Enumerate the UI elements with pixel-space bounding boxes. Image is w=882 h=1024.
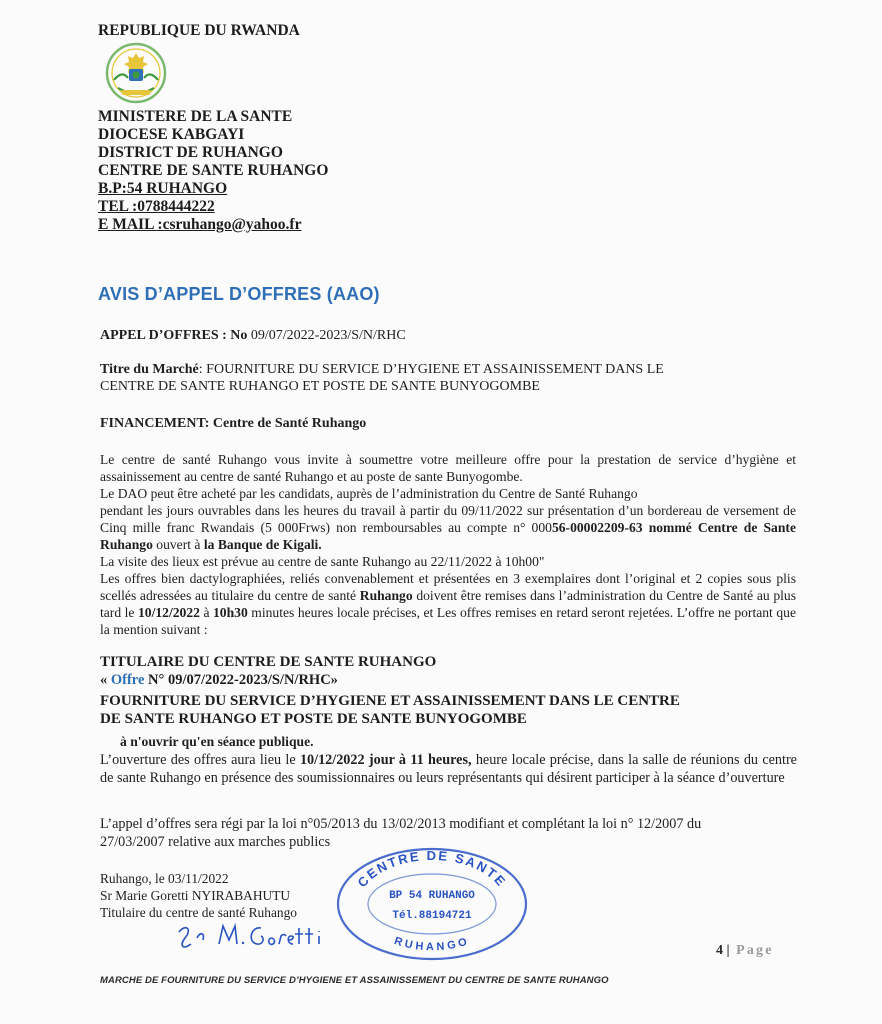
offres-text-1: Les offres bien dactylographiées, reliés convenablement et présentées en 3 exemplaires dont l’original et 2 copies sous plis scellés adressées au titulaire du centre de santé [100,571,796,603]
place-date: Ruhango, le 03/11/2022 [100,871,229,886]
page-footer: MARCHE DE FOURNITURE DU SERVICE D’HYGIENE ET ASSAINISSEMENT DU CENTRE DE SANTE RUHANGO [100,975,609,986]
body-text [100,451,796,638]
dao-line: Le DAO peut être acheté par les candidats, auprès de l’administration du Centre de Santé Ruhango [100,486,638,501]
mention-titulaire: TITULAIRE DU CENTRE DE SANTE RUHANGO [100,654,437,670]
rwanda-coat-of-arms-icon [100,42,172,106]
centre-name: CENTRE DE SANTE RUHANGO [98,162,329,179]
ouverture-paragraph [100,751,797,787]
account-number: 56-00002209-63 nommé Centre de Sante Ruhango [100,520,796,552]
pendant-paragraph [100,502,796,553]
signatory-role: Titulaire du centre de santé Ruhango [100,905,297,920]
titre-marche-line1: : FOURNITURE DU SERVICE D’HYGIENE ET ASSAINISSEMENT DANS LE [198,362,664,377]
signatory-name: Sr Marie Goretti NYIRABAHUTU [100,888,291,903]
pendant-text: pendant les jours ouvrables dans les heures du travail à partir du 09/11/2022 sur présentation d’un bordereau de versement de Cinq mille franc Rwandais (5 000Frws) non remboursables au compte n° 000 [100,503,796,535]
official-stamp [332,842,532,962]
page-label: Page [736,943,774,958]
signature-block [100,870,297,921]
titre-marche [100,361,802,395]
page-title: AVIS D’APPEL D’OFFRES (AAO) [98,284,380,304]
diocese-name: DIOCESE KABGAYI [98,126,245,143]
ouverture-date: 10/12/2022 jour à 11 heures, [299,752,472,768]
bank-name: la Banque de Kigali. [203,537,322,552]
ouverture-text-1: L’ouverture des offres aura lieu le [100,752,300,768]
page-number-value: 4 [716,943,723,958]
telephone: TEL :0788444222 [98,198,215,215]
offre-open-quote: « [100,672,111,688]
offre-word: Offre [110,672,145,688]
mention-fourniture-line2: DE SANTE RUHANGO ET POSTE DE SANTE BUNYOGOMBE [100,711,527,727]
mention-fourniture [100,692,800,728]
mention-fourniture-line1: FOURNITURE DU SERVICE D’HYGIENE ET ASSAINISSEMENT DANS LE CENTRE [100,693,680,709]
svg-text:RUHANGO [393,935,472,953]
offre-number: N° 09/07/2022-2023/S/N/RHC» [144,672,338,688]
appel-offres-line [100,327,406,344]
ruhango-bold: Ruhango [359,588,413,603]
intro-paragraph: Le centre de santé Ruhango vous invite à soumettre votre meilleure offre pour la prestation de service d’hygiène et assainissement au centre de santé Ruhango et au poste de sante Bunyogombe. [100,452,796,484]
financement-line [100,415,366,432]
titre-marche-label: Titre du Marché [100,362,199,377]
ministry-name: MINISTERE DE LA SANTE [98,108,293,125]
ouvert-text: ouvert à [152,537,204,552]
loi-paragraph: L’appel d’offres sera régi par la loi n°05/2013 du 13/02/2013 modifiant et complétant la loi n° 12/2007 du 27/03/2007 relative aux marches publics [100,816,702,850]
stamp-top-text: CENTRE DE SANTE [354,847,510,891]
financement-value: Centre de Santé Ruhango [209,416,367,431]
stamp-bp: BP 54 RUHANGO [389,890,475,902]
mention-ouvrir: à n'ouvrir qu'en séance publique. [120,734,314,749]
ouverture-text-2: heure locale précise, dans la salle de réunions du centre de sante Ruhango en présence des soumissionnaires ou leurs représentants qui désirent participer à la séance d’ouverture [100,752,797,786]
country-name: REPUBLIQUE DU RWANDA [98,22,300,39]
district-name: DISTRICT DE RUHANGO [98,144,283,161]
handwritten-signature [175,918,335,958]
visite-line: La visite des lieux est prévue au centre de sante Ruhango au 22/11/2022 à 10h00" [100,554,545,569]
offres-paragraph [100,570,796,638]
mention-offre-line [100,671,338,689]
offres-text-3: à [199,605,213,620]
titre-marche-line2: CENTRE DE SANTE RUHANGO ET POSTE DE SANTE BUNYOGOMBE [100,379,540,394]
offres-text-2: doivent être remises dans l’administration du Centre de Santé au plus tard le [100,588,796,620]
appel-offres-label: APPEL D’OFFRES : No [100,328,248,343]
email: E MAIL :csruhango@yahoo.fr [98,216,302,233]
financement-label: FINANCEMENT: [100,416,210,431]
offres-text-4: minutes heures locale précises, et Les offres remises en retard seront rejetées. L’offre ne portant que la mention suivant : [100,605,796,637]
stamp-tel: Tél.88194721 [392,910,472,922]
deadline-time: 10h30 [213,605,248,620]
page-number [716,943,774,959]
page-number-separator: | [726,943,730,958]
stamp-bottom-text: RUHANGO [392,935,472,954]
deadline-date: 10/12/2022 [137,605,200,620]
postal-box: B.P:54 RUHANGO [98,180,228,197]
svg-text:CENTRE DE SANTE [354,848,509,890]
appel-offres-number: 09/07/2022-2023/S/N/RHC [250,328,406,343]
